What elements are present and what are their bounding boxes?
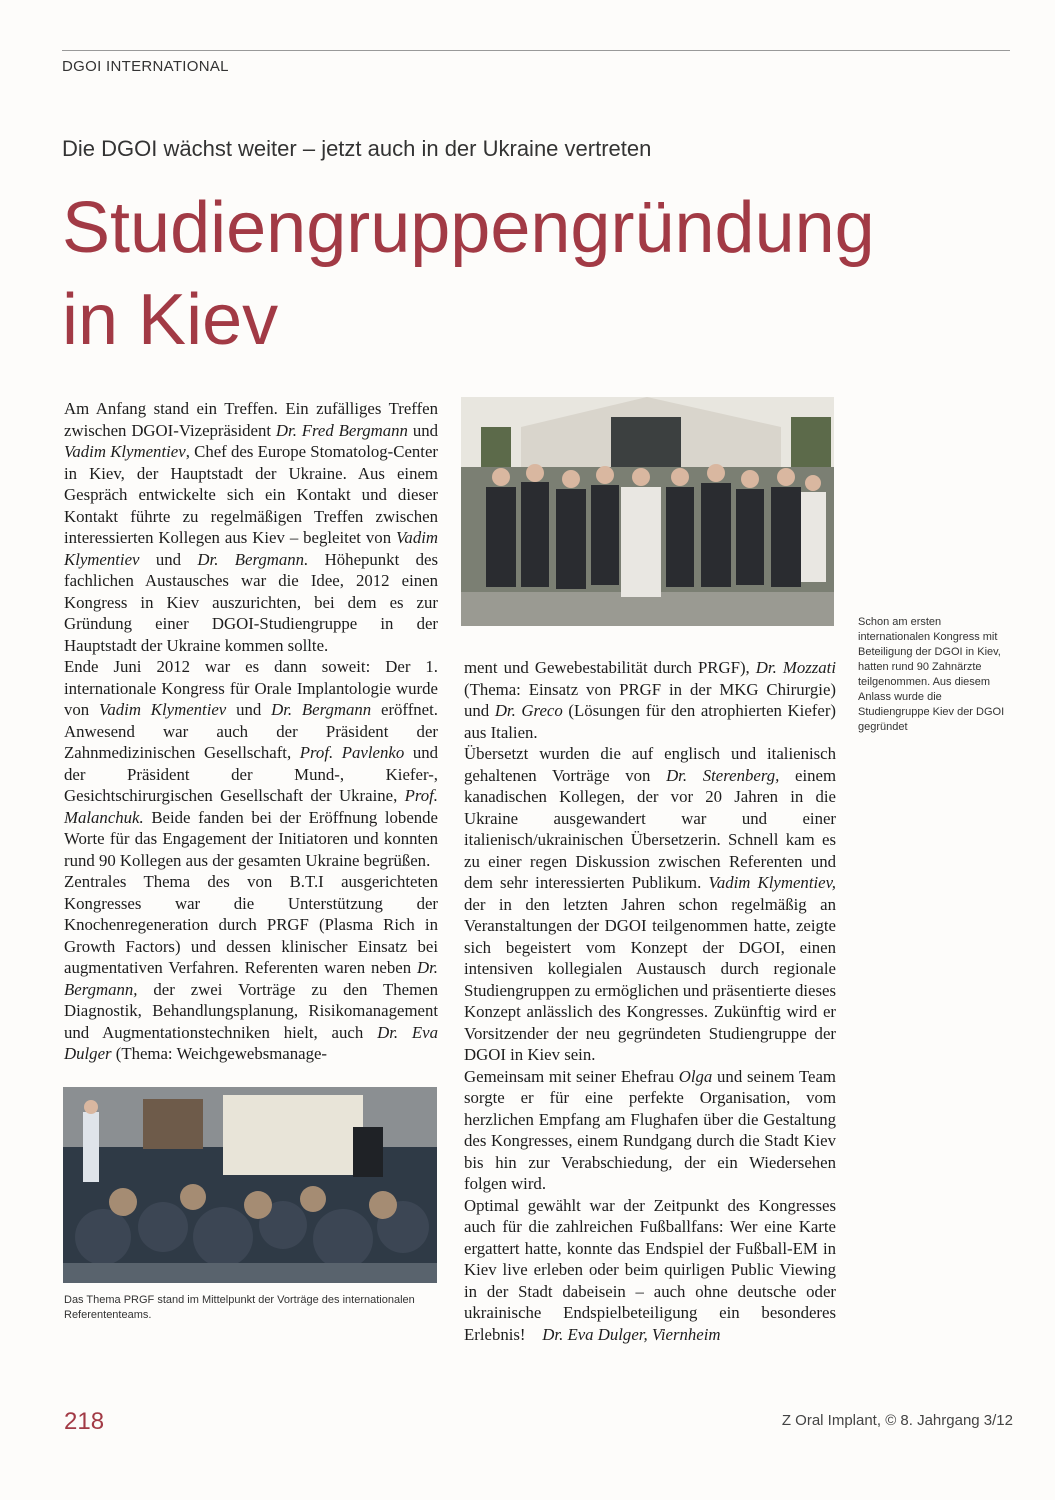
paragraph: Ende Juni 2012 war es dann soweit: Der 1. internationale Kongress für Orale Implantologie wurde von Vadim Klymentiev und Dr. Bergmann eröffnet. Anwesend war auch der Präsident der Zahnmedizinischen Gesellschaft, Prof. Pavlenko und der Präsident der Mund-, Kiefer-, Gesichtschirurgischen Gesellschaft der Ukraine, Prof. Malanchuk. Beide fanden bei der Eröffnung lobende Worte für das Engagement der Initiatoren und konnten rund 90 Kollegen aus der gesamten Ukraine begrüßen. [64, 657, 438, 870]
paragraph: Zentrales Thema des von B.T.I ausgerichteten Kongresses war die Unterstützung der Knochenregeneration durch PRGF (Plasma Rich in Growth Factors) und dessen klinischer Einsatz bei augmentativen Verfahren. Referenten waren neben Dr. Bergmann, der zwei Vorträge zu den Themen Diagnostik, Behandlungsplanung, Risikomanagement und Augmentationstechniken hielt, auch Dr. Eva Dulger (Thema: Weichgewebsmanage- [64, 872, 438, 1063]
article-subtitle: Die DGOI wächst weiter – jetzt auch in der Ukraine vertreten [62, 136, 652, 161]
lecture-photo-caption: Das Thema PRGF stand im Mittelpunkt der Vorträge des internationalen Referententeams. [64, 1294, 415, 1321]
lecture-photo-illustration [63, 1087, 437, 1283]
group-photo-caption: Schon am ersten internationalen Kongress mit Beteiligung der DGOI in Kiev, hatten rund 90 Zahnärzte teilgenommen. Aus diesem Anlass wurde die Studiengruppe Kiev der DGOI gegründet [858, 616, 1005, 733]
section-label: DGOI INTERNATIONAL [62, 58, 229, 75]
author-signature: Dr. Eva Dulger, Viernheim [542, 1324, 721, 1344]
paragraph: Optimal gewählt war der Zeitpunkt des Kongresses auch für die zahlreichen Fußballfans: Wer eine Karte ergattert hatte, konnte das Endspiel der Fußball-EM in Kiev live erleben oder beim quirligen Public Viewing in der Stadt dabeisein – auch ohne deutsche oder ukrainische Endspielbeteiligung ein besonderes Erlebnis! Dr. Eva Dulger, Viernheim [464, 1195, 836, 1344]
article-column-1 [64, 398, 438, 1065]
paragraph: ment und Gewebestabilität durch PRGF), Dr. Mozzati (Thema: Einsatz von PRGF in der MKG Chirurgie) und Dr. Greco (Lösungen für den atrophierten Kiefer) aus Italien. [464, 658, 836, 742]
lecture-photo [63, 1087, 437, 1283]
paragraph: Übersetzt wurden die auf englisch und italienisch gehaltenen Vorträge von Dr. Sterenberg, einem kanadischen Kollegen, der vor 20 Jahren in die Ukraine ausgewandert war und einer italienisch/ukrainischen Übersetzerin. Schnell kam es zu einer regen Diskussion zwischen Referenten und dem sehr interessierten Publikum. Vadim Klymentiev, der in den letzten Jahren schon regelmäßig an Veranstaltungen der DGOI teilgenommen hatte, zeigte sich begeistert vom Konzept der DGOI, einen intensiven kollegialen Austausch durch regionale Studiengruppen zu ermöglichen und präsentierte dieses Konzept anlässlich des Kongresses. Zukünftig wird er Vorsitzender der neu gegründeten Studiengruppe der DGOI in Kiev sein. [464, 744, 836, 1064]
header-rule [62, 50, 1010, 51]
paragraph: Gemeinsam mit seiner Ehefrau Olga und seinem Team sorgte er für eine perfekte Organisation, vom herzlichen Empfang am Flughafen über die Gestaltung des Kongresses, einem Rundgang durch die Stadt Kiev bis hin zur Verabschiedung, der ein Wiedersehen folgen wird. [464, 1066, 836, 1193]
article-column-2 [464, 657, 836, 1345]
journal-info: Z Oral Implant, © 8. Jahrgang 3/12 [781, 1412, 1013, 1429]
group-photo [461, 397, 834, 626]
paragraph: Am Anfang stand ein Treffen. Ein zufälliges Treffen zwischen DGOI-Vizepräsident Dr. Fred Bergmann und Vadim Klymentiev, Chef des Europe Stomatolog-Center in Kiev, der Hauptstadt der Ukraine. Aus einem Gespräch entwickelte sich ein Kontakt und dieser Kontakt führte zu regelmäßigen Treffen zwischen interessierten Kollegen aus Kiev – begleitet von Vadim Klymentiev und Dr. Bergmann. Höhepunkt des fachlichen Austausches war die Idee, 2012 einen Kongress in Kiev auszurichten, bei dem es zur Gründung einer DGOI-Studiengruppe in der Hauptstadt der Ukraine kommen sollte. [64, 399, 438, 655]
page-number: 218 [64, 1408, 105, 1435]
title-line-1: Studiengruppengründung [62, 188, 875, 268]
group-photo-illustration [461, 397, 834, 626]
title-line-2: in Kiev [62, 280, 279, 360]
article-title [62, 182, 875, 366]
